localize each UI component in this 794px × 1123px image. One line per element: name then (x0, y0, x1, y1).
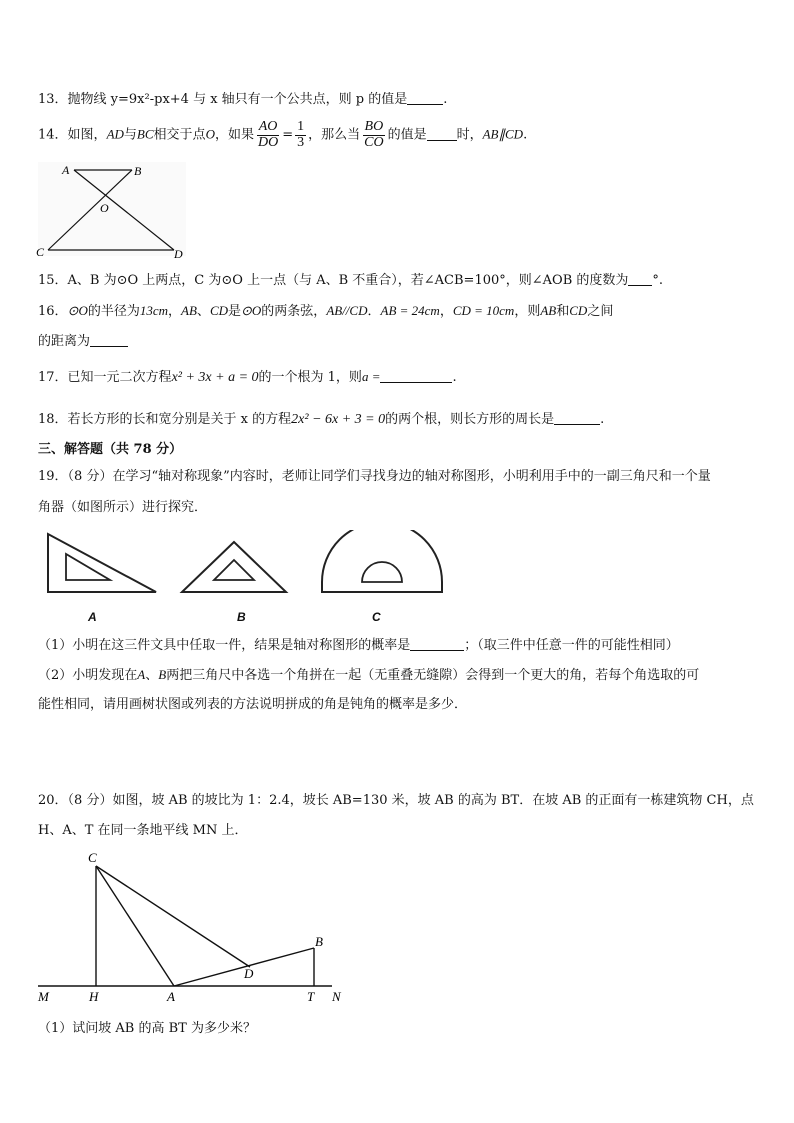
figure-14-intersecting-lines (34, 160, 194, 260)
label-h: H (89, 989, 99, 1004)
label-d: D (244, 966, 254, 981)
question-number: 14． (38, 127, 68, 143)
answer-blank[interactable] (427, 128, 457, 141)
label-stationery-c: C (372, 610, 381, 624)
question-number: 15． (38, 273, 68, 288)
isosceles-triangle-ruler (182, 542, 286, 592)
label-o: O (100, 201, 109, 215)
section-3-title: 三、解答题（共 78 分） (38, 442, 183, 457)
label-a: A (62, 163, 70, 177)
answer-blank[interactable] (90, 334, 128, 347)
question-number: 17． (38, 370, 68, 385)
figure-19-stationery (40, 530, 460, 602)
question-19-part-1: （1）小明在这三件文具中任取一件，结果是轴对称图形的概率是 ；（取三件中任意一件的可能性相同） (38, 638, 679, 653)
label-t: T (307, 989, 315, 1004)
label-a: A (167, 989, 175, 1004)
fraction-bo-co: $\frac{BO}{CO}$ (364, 119, 384, 150)
question-13: 13．抛物线 y=9x²-px+4 与 x 轴只有一个公共点，则 p 的值是 . (38, 92, 448, 107)
question-text: 抛物线 y=9x²-px+4 与 x 轴只有一个公共点，则 p 的值是 (67, 92, 408, 107)
answer-blank[interactable] (407, 92, 443, 105)
question-number: 13． (38, 92, 68, 107)
question-16-line-2: 的距离为 (38, 334, 128, 348)
question-number: 18． (38, 412, 68, 427)
question-19-part-2-line-2: 能性相同，请用画树状图或列表的方法说明拼成的角是钝角的概率是多少． (38, 697, 468, 712)
question-15: 15．A、B 为⊙O 上两点，C 为⊙O 上一点（与 A、B 不重合），若∠ACB=100°，则∠AOB 的度数为 °. (38, 273, 664, 288)
fraction-ao-do: $\frac{AO}{DO}$ (257, 119, 279, 150)
answer-blank[interactable] (628, 273, 652, 286)
question-16: 16．⊙O的半径为13cm，AB、CD是⊙O的两条弦，AB//CD．AB = 24cm，CD = 10cm，则AB和CD之间 (38, 303, 614, 319)
question-number: 16． (38, 304, 68, 319)
segment-ca (96, 866, 174, 986)
label-m: M (38, 989, 49, 1004)
question-number: 19．（8 分） (38, 469, 113, 484)
question-17: 17．已知一元二次方程x² + 3x + a = 0的一个根为 1，则a = . (38, 369, 457, 385)
right-triangle-ruler (48, 534, 156, 592)
question-19-line-2: 角器（如图所示）进行探究． (38, 500, 208, 515)
question-19: 19．（8 分）在学习“轴对称现象”内容时，老师让同学们寻找身边的轴对称图形，小明利用手中的一副三角尺和一个量 (38, 469, 711, 484)
label-b: B (315, 934, 323, 949)
label-n: N (332, 989, 341, 1004)
question-20-part-1: （1）试问坡 AB 的高 BT 为多少米？ (38, 1021, 256, 1036)
fraction-one-third: $\frac{1}{3}$ (297, 119, 305, 150)
label-d: D (174, 247, 183, 260)
label-c: C (88, 850, 97, 865)
question-20-line-2: H、A、T 在同一条地平线 MN 上． (38, 823, 248, 838)
protractor (322, 530, 442, 592)
answer-blank[interactable] (554, 412, 600, 425)
label-b: B (134, 164, 142, 178)
label-stationery-b: B (237, 610, 246, 624)
answer-blank[interactable] (410, 638, 464, 651)
question-20: 20．（8 分）如图，坡 AB 的坡比为 1：2.4，坡长 AB=130 米，坡 AB 的高为 BT．在坡 AB 的正面有一栋建筑物 CH，点 (38, 793, 754, 808)
segment-cd (96, 866, 250, 967)
figure-20-slope-building (34, 846, 354, 1006)
question-19-part-2: （2）小明发现在A、B两把三角尺中各选一个角拼在一起（无重叠无缝隙）会得到一个更大的角，若每个角选取的可 (38, 667, 700, 683)
label-c: C (36, 245, 45, 259)
label-stationery-a: A (88, 610, 97, 624)
answer-blank[interactable] (380, 370, 452, 383)
question-18: 18．若长方形的长和宽分别是关于 x 的方程2x² − 6x + 3 = 0的两个根，则长方形的周长是 . (38, 412, 605, 427)
question-number: 20．（8 分） (38, 793, 113, 808)
question-14: 14．如图，AD与BC相交于点O，如果 $\frac{AO}{DO}$ = $\frac{1}{3}$ ，那么当 $\frac{BO}{CO}$ 的值是 时，AB∥CD. (38, 119, 528, 150)
